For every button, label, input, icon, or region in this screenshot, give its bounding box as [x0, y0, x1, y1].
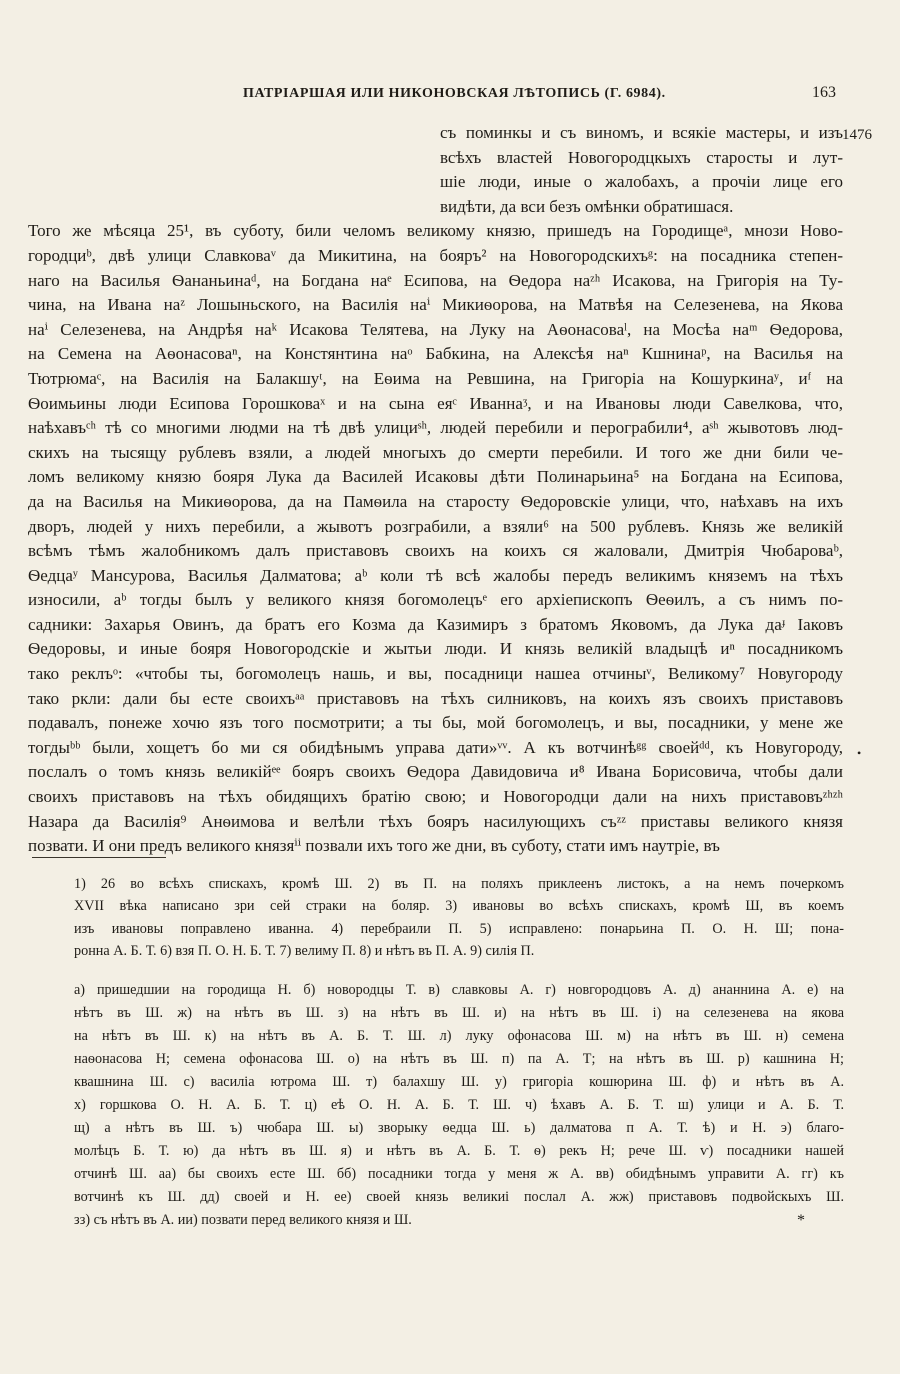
running-head: ПАТРІАРШАЯ ИЛИ НИКОНОВСКАЯ ЛѢТОПИСЬ (Г. 6984).	[243, 86, 666, 101]
variant-line: нѣтъ въ Ш. ж) на нѣтъ въ Ш. з) на нѣтъ въ Ш. и) на нѣтъ въ Ш. і) на селезенева на якова	[74, 1005, 844, 1021]
text-line: видѣти, да вси безъ омѣнки обратишася.	[440, 196, 734, 216]
footnote-line: 1) 26 во всѣхъ спискахъ, кромѣ Ш. 2) въ П. на поляхъ приклеенъ листокъ, а на немъ почеркомъ	[74, 876, 844, 892]
text-line: съ поминкы и съ виномъ, и всякіе мастеры, и изъ	[440, 123, 843, 142]
variant-line: х) горшкова О. Н. А. Б. Т. ц) еѣ О. Н. А. Б. Т. Ш. ч) ѣхавъ А. Б. Т. ш) улици и А. Б. Т.	[74, 1097, 844, 1113]
text-line: ломъ великому князю бояря Лука да Василей Исаковы дѣти Полинарьина⁵ на Богдана на Есипова,	[28, 467, 843, 487]
text-line: всѣмъ тѣмъ жалобникомъ далъ приставовъ своихъ на коихъ ся жаловали, Дмитрія Чюбароваᵇ,	[28, 541, 843, 561]
variant-line: вотчинѣ къ Ш. дд) своей и Н. ее) своей князь великиі послал А. жж) приставовъ подвойскыхъ Ш.	[74, 1189, 844, 1205]
text-line: всѣхъ властей Новогородцкыхъ старосты и лут-	[440, 147, 843, 167]
text-line: Ѳедоровы, и иные бояря Новогородскіе и жытьи люди. И князь великій владыцѣ иⁿ посадникомъ	[28, 639, 843, 659]
text-line: да на Василья на Микиѳорова, да на Памѳила на старосту Ѳедоровскіе улици, что, наѣхавъ на ихъ	[28, 491, 843, 511]
text-line: своихъ приставовъ на тѣхъ обидящихъ братію свою; и Новогородци дали на нихъ приставовъᶻʰᶻʰ	[28, 787, 843, 807]
footnotes-numbered	[74, 873, 844, 963]
variant-line: квашнина Ш. с) василіа ютрома Ш. т) балахшу Ш. у) григоріа кошюрина Ш. ф) и нѣтъ въ А.	[74, 1074, 844, 1090]
text-line: городциᵇ, двѣ улици Славковаᵛ да Микитина, на бояръ² на Новогородскихъᵍ: на посадника степен-	[28, 245, 843, 265]
text-line: подавалъ, понеже хочю язъ того посмотрити; а ты бы, мой богомолецъ, и вы, посадники, у мене же	[28, 713, 843, 733]
variant-line: отчинѣ Ш. аа) бы своихъ есте Ш. бб) посадники тогда у меня ж А. вв) обидѣнымъ управити А. гг) къ	[74, 1166, 844, 1182]
main-text	[28, 121, 843, 859]
text-line: наⁱ Селезенева, на Андрѣя наᵏ Исакова Телятева, на Луку на Аѳонасоваˡ, на Мосѣа наᵐ Ѳедорова,	[28, 319, 843, 339]
text-line: Того же мѣсяца 25¹, въ суботу, били челомъ великому князю, пришедъ на Городищеᵃ, мнози Ново-	[28, 221, 843, 241]
text-line: Назара да Василія⁹ Анѳимова и велѣли тѣхъ бояръ насилующихъ съᶻᶻ приставы великого князя	[28, 811, 843, 831]
text-line: дворъ, людей у нихъ перебили, а жывотъ розграбили, а взяли⁶ на 500 рублевъ. Князь же великій	[28, 516, 843, 536]
variant-line: наѳонасова Н; семена офонасова Ш. о) на нѣтъ въ Ш. п) па А. Т; на нѣтъ въ Ш. р) кашнина Н;	[74, 1051, 844, 1067]
text-line: Тютрюмаᶜ, на Василія на Балакшуᵗ, на Еѳима на Ревшина, на Григоріа на Кошуркинаʸ, иᶠ на	[28, 368, 843, 388]
variant-line: а) пришедшии на городища Н. б) новородцы Т. в) славковы А. г) новгородцовъ А. д) ананнина А. е) на	[74, 982, 844, 998]
text-line: тогдыᵇᵇ были, хощетъ бо ми ся обидѣнымъ управа дати»ᵛᵛ. А къ вотчинѣᵍᵍ своейᵈᵈ, къ Новугороду,	[28, 737, 843, 757]
text-line: шіе люди, иные о жалобахъ, а прочіи лице его	[440, 172, 843, 192]
text-line: тако ркли: дали бы есте своихъᵃᵃ приставовъ на тѣхъ силниковъ, на коихъ язъ своихъ приставовъ	[28, 688, 843, 708]
text-line: чина, на Ивана наᶻ Лошыньского, на Василія наⁱ Микиѳорова, на Матвѣя на Селезенева, на Якова	[28, 295, 843, 315]
text-line: наго на Василья Ѳананьинаᵈ, на Богдана наᵉ Есипова, на Ѳедора наᶻʰ Исакова, на Григорія на Ту-	[28, 270, 843, 290]
footnote-line: изъ ивановы поправлено иванна. 4) перебраили П. 5) исправлено: понарьина П. О. Н. Ш; пона-	[74, 920, 844, 937]
variant-line: молѣцъ Б. Т. ю) да нѣтъ въ Ш. я) и нѣтъ въ А. Б. Т. ѳ) рекъ Н; рече Ш. ѵ) посадники нашей	[74, 1143, 844, 1159]
year-marker: 1476	[842, 127, 872, 143]
page-number: 163	[812, 84, 836, 101]
text-line: Ѳоимьины люди Есипова Горошковаˣ и на сына еяᶜ Иваннаᶾ, и на Ивановы люди Савелкова, что,	[28, 393, 843, 413]
text-line: на Семена на Аѳонасоваⁿ, на Констянтина наᵒ Бабкина, на Алексѣя наⁿ Кшнинаᵖ, на Василья на	[28, 344, 843, 364]
variant-line: на нѣтъ въ Ш. к) на нѣтъ въ А. Б. Т. Ш. л) луку офонасова Ш. м) на нѣтъ въ Ш. н) семена	[74, 1028, 844, 1044]
text-line: садники: Захарья Овинъ, да братъ его Козма да Казимиръ з братомъ Яковомъ, да Лука даᶡ Іаковъ	[28, 614, 843, 634]
text-line: послалъ о томъ князь великійᵉᵉ бояръ своихъ Ѳедора Давидовича и⁸ Ивана Борисовича, чтобы дали	[28, 762, 843, 782]
text-line: скихъ на тысящу рублевъ взяли, а людей многыхъ до смерти перебили. И того же дни били че-	[28, 442, 843, 462]
text-line: износили, аᵇ тогды былъ у великого князя богомолецъᵉ его архіепископъ Ѳеѳилъ, а съ нимъ по-	[28, 590, 843, 610]
text-line: тако реклъᵒ: «чтобы ты, богомолецъ нашь, и вы, посадници нашеа отчиныᵛ, Великому⁷ Новугороду	[28, 664, 843, 684]
text-line: позвати. И они предъ великого князяⁱⁱ позвали ихъ того же дни, въ суботу, стати имъ наутріе, въ	[28, 836, 720, 856]
footnote-separator	[32, 857, 166, 858]
footnote-line: XVII вѣка написано зри сей страки на боляр. 3) ивановы во всѣхъ спискахъ, кромѣ Ш, въ коемъ	[74, 898, 844, 915]
footnotes-lettered	[74, 979, 844, 1232]
text-line: Ѳедцаʸ Мансурова, Василья Далматова; аᵇ коли тѣ всѣ жалобы передъ великимъ княземъ на тѣхъ	[28, 565, 843, 585]
variant-line: щ) а нѣтъ въ Ш. ъ) чюбара Ш. ы) зворыку ѳедца Ш. ь) далматова п А. Т. ѣ) и Н. э) благо-	[74, 1120, 844, 1136]
text-line: наѣхавъᶜʰ тѣ со многими людми на тѣ двѣ улициˢʰ, людей перебили и перограбили⁴, аˢʰ жывотовъ люд-	[28, 418, 843, 438]
footnote-line: ронна А. Б. Т. 6) взя П. О. Н. Б. Т. 7) велиму П. 8) и нѣтъ въ П. А. 9) силія П.	[74, 943, 535, 960]
variant-line: зз) съ нѣтъ въ А. ии) позвати перед великого князя и Ш.	[74, 1212, 412, 1228]
margin-dot: •	[857, 746, 862, 760]
asterisk-mark: *	[797, 1212, 805, 1229]
